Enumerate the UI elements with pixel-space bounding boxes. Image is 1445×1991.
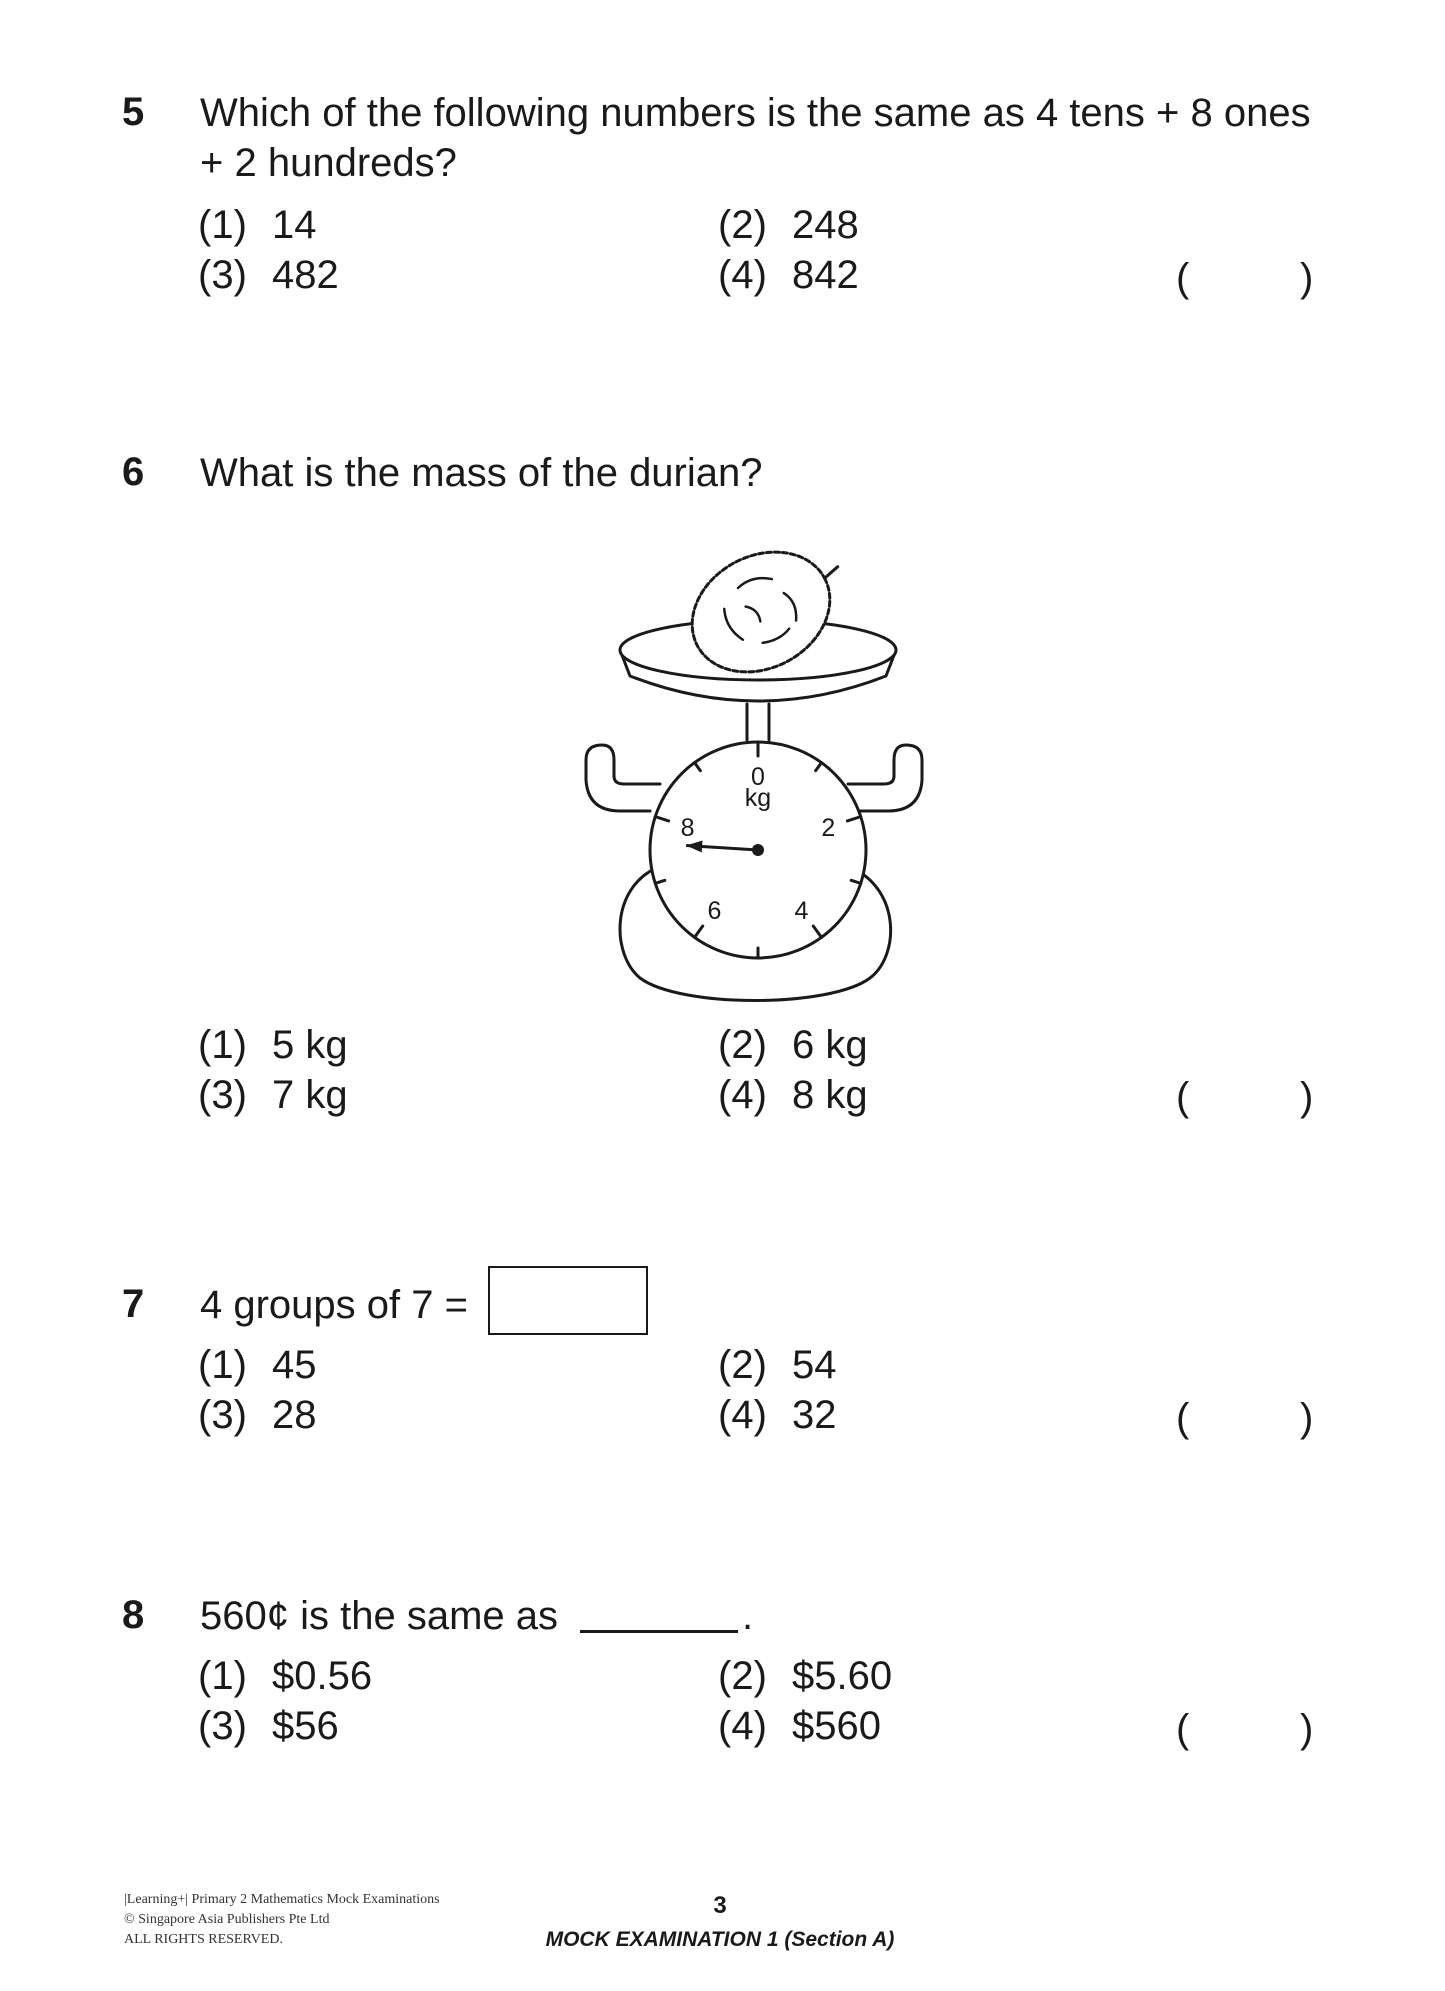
dial-label: 8 — [680, 814, 695, 843]
option-2[interactable]: (2) 248 — [718, 203, 859, 247]
left-handle — [586, 745, 660, 811]
option-1[interactable]: (1) $0.56 — [198, 1654, 373, 1698]
option-3[interactable]: (3) $56 — [198, 1704, 339, 1748]
option-1[interactable]: (1) 14 — [198, 203, 317, 247]
footer-line: |Learning+| Primary 2 Mathematics Mock Examinations — [124, 1892, 440, 1907]
option-2[interactable]: (2) 6 kg — [718, 1023, 868, 1067]
footer-line: © Singapore Asia Publishers Pte Ltd — [124, 1912, 330, 1927]
footer-line: ALL RIGHTS RESERVED. — [124, 1932, 283, 1947]
dial-label: 6 — [707, 896, 722, 925]
option-2[interactable]: (2) $5.60 — [718, 1654, 893, 1698]
page-number: 3 — [713, 1892, 727, 1919]
option-1[interactable]: (1) 45 — [198, 1343, 317, 1387]
option-4[interactable]: (4) 842 — [718, 253, 859, 297]
weighing-scale-figure — [560, 505, 950, 1015]
question-text: 560¢ is the same as — [200, 1594, 558, 1638]
option-1[interactable]: (1) 5 kg — [198, 1023, 348, 1067]
question-number: 5 — [122, 90, 145, 134]
option-3[interactable]: (3) 7 kg — [198, 1073, 348, 1117]
right-handle — [848, 745, 922, 811]
question-number: 6 — [122, 450, 145, 494]
option-2[interactable]: (2) 54 — [718, 1343, 837, 1387]
option-3[interactable]: (3) 482 — [198, 253, 339, 297]
dial-unit-label: kg — [744, 784, 772, 812]
question-text: 4 groups of 7 = — [200, 1283, 468, 1327]
option-4[interactable]: (4) $560 — [718, 1704, 881, 1748]
question-number: 7 — [122, 1282, 145, 1326]
section-label: MOCK EXAMINATION 1 (Section A) — [545, 1928, 895, 1951]
question-text-end: . — [742, 1594, 754, 1638]
pointer-hub — [752, 844, 764, 856]
dial-label: 0 — [751, 763, 765, 791]
footer-publisher-info — [124, 1890, 440, 1950]
option-4[interactable]: (4) 32 — [718, 1393, 837, 1437]
answer-blank[interactable] — [580, 1630, 738, 1633]
question-text: What is the mass of the durian? — [200, 451, 763, 495]
dial-label: 2 — [821, 814, 836, 843]
dial-label: 4 — [794, 896, 809, 925]
question-text: Which of the following numbers is the same as 4 tens + 8 ones + 2 hundreds? — [200, 91, 1311, 185]
answer-box[interactable] — [488, 1266, 648, 1335]
question-number: 8 — [122, 1593, 145, 1637]
option-3[interactable]: (3) 28 — [198, 1393, 317, 1437]
option-4[interactable]: (4) 8 kg — [718, 1073, 868, 1117]
